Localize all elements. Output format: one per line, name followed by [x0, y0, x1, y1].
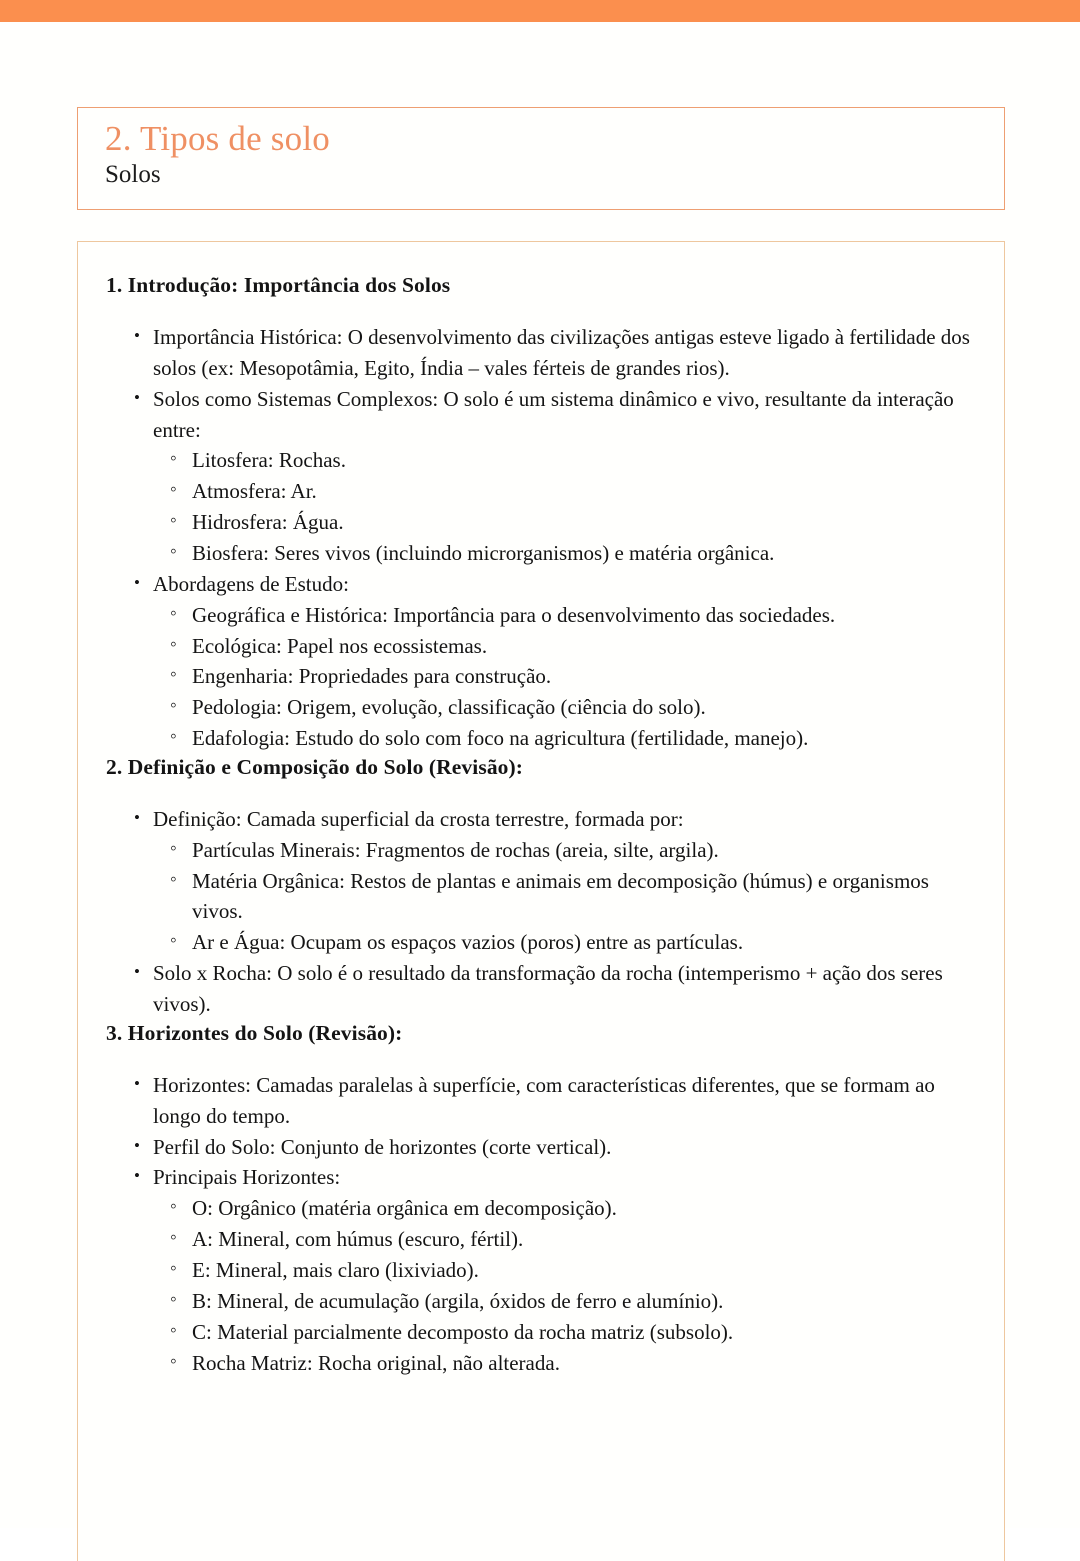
page-subtitle: Solos — [105, 161, 161, 188]
sub-list-item: ◦ A: Mineral, com húmus (escuro, fértil). — [153, 1224, 976, 1255]
bullet-list — [106, 322, 976, 754]
sub-list-item: ◦ Litosfera: Rochas. — [153, 445, 976, 476]
sub-list-item: ◦ Hidrosfera: Água. — [153, 507, 976, 538]
sub-list-item: ◦ Ecológica: Papel nos ecossistemas. — [153, 631, 976, 662]
list-item-text: • Importância Histórica: O desenvolvimento das civilizações antigas esteve ligado à fertilidade dos solos (ex: Mesopotâmia, Egito, Índia – vales férteis de grandes rios). — [153, 322, 976, 384]
sub-list-item: ◦ C: Material parcialmente decomposto da rocha matriz (subsolo). — [153, 1317, 976, 1348]
sub-bullet-list — [153, 600, 976, 754]
document-title-card — [77, 107, 1005, 210]
top-accent-bar — [0, 0, 1080, 22]
section-heading: 2. Definição e Composição do Solo (Revisão): — [106, 754, 524, 779]
list-item — [106, 804, 976, 958]
sub-list-item: ◦ Atmosfera: Ar. — [153, 476, 976, 507]
page-title: 2. Tipos de solo — [105, 119, 330, 158]
section-heading: 3. Horizontes do Solo (Revisão): — [106, 1020, 403, 1045]
list-item — [106, 1162, 976, 1378]
list-item — [106, 1132, 976, 1163]
sub-list-item: ◦ Engenharia: Propriedades para construção. — [153, 661, 976, 692]
list-item-text: • Perfil do Solo: Conjunto de horizontes (corte vertical). — [153, 1132, 976, 1163]
sub-bullet-list — [153, 1193, 976, 1378]
list-item-text: • Abordagens de Estudo: — [153, 569, 976, 600]
list-item — [106, 569, 976, 754]
list-item-text: • Principais Horizontes: — [153, 1162, 976, 1193]
sub-list-item: ◦ Matéria Orgânica: Restos de plantas e animais em decomposição (húmus) e organismos vivos. — [153, 866, 976, 928]
section-heading: 1. Introdução: Importância dos Solos — [106, 273, 451, 297]
sub-list-item: ◦ E: Mineral, mais claro (lixiviado). — [153, 1255, 976, 1286]
sub-list-item: ◦ Biosfera: Seres vivos (incluindo microrganismos) e matéria orgânica. — [153, 538, 976, 569]
sub-list-item: ◦ Geográfica e Histórica: Importância para o desenvolvimento das sociedades. — [153, 600, 976, 631]
list-item — [106, 384, 976, 569]
list-item-text: • Solo x Rocha: O solo é o resultado da transformação da rocha (intemperismo + ação dos seres vivos). — [153, 958, 976, 1020]
list-item — [106, 322, 976, 384]
bullet-list — [106, 804, 976, 1020]
list-item — [106, 958, 976, 1020]
sub-list-item: ◦ Pedologia: Origem, evolução, classificação (ciência do solo). — [153, 692, 976, 723]
list-item — [106, 1070, 976, 1132]
sub-bullet-list — [153, 445, 976, 568]
sub-list-item: ◦ Partículas Minerais: Fragmentos de rochas (areia, silte, argila). — [153, 835, 976, 866]
sub-list-item: ◦ Rocha Matriz: Rocha original, não alterada. — [153, 1348, 976, 1379]
list-item-text: • Horizontes: Camadas paralelas à superfície, com características diferentes, que se formam ao longo do tempo. — [153, 1070, 976, 1132]
sub-list-item: ◦ O: Orgânico (matéria orgânica em decomposição). — [153, 1193, 976, 1224]
sub-list-item: ◦ B: Mineral, de acumulação (argila, óxidos de ferro e alumínio). — [153, 1286, 976, 1317]
bullet-list — [106, 1070, 976, 1379]
document-content-card — [77, 241, 1005, 1561]
document-body — [106, 272, 976, 1378]
list-item-text: • Definição: Camada superficial da crosta terrestre, formada por: — [153, 804, 976, 835]
list-item-text: • Solos como Sistemas Complexos: O solo é um sistema dinâmico e vivo, resultante da interação entre: — [153, 384, 976, 446]
sub-bullet-list — [153, 835, 976, 958]
sub-list-item: ◦ Edafologia: Estudo do solo com foco na agricultura (fertilidade, manejo). — [153, 723, 976, 754]
sub-list-item: ◦ Ar e Água: Ocupam os espaços vazios (poros) entre as partículas. — [153, 927, 976, 958]
